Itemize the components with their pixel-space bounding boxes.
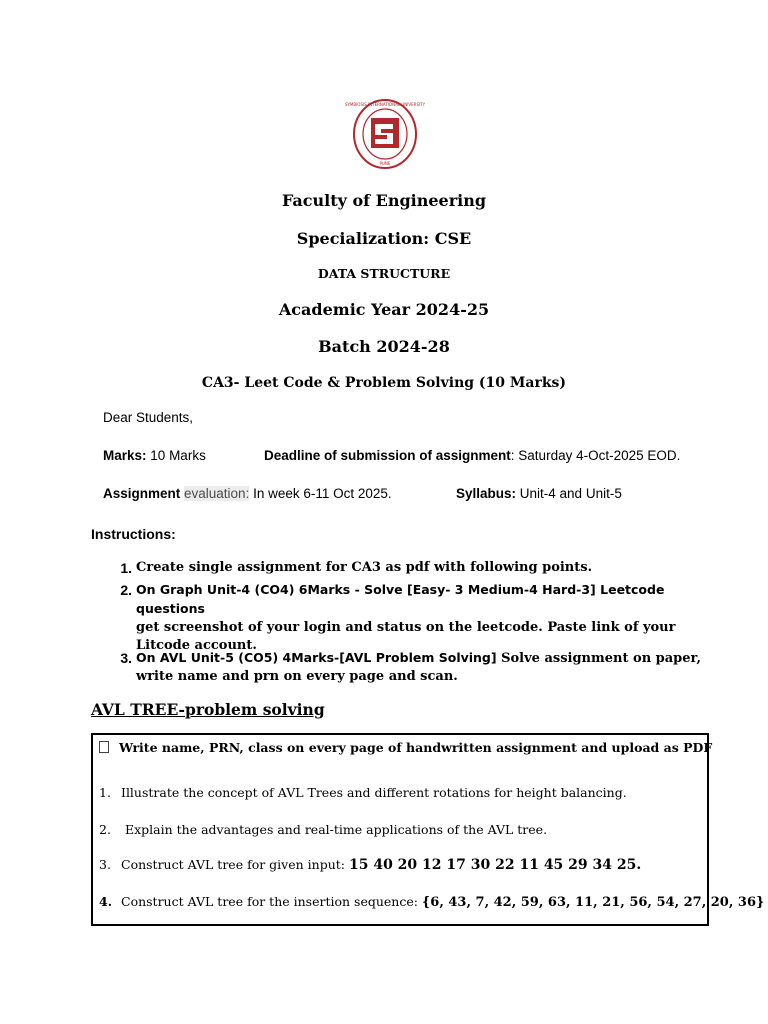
question-text: Construct AVL tree for given input: [121, 857, 349, 872]
course-title: DATA STRUCTURE [317, 266, 451, 281]
avl-questions-box [91, 733, 765, 926]
question-item [99, 822, 547, 837]
instructions-title: Instructions: [91, 526, 176, 542]
instruction-bullet-line [99, 740, 712, 755]
instruction-text: Solve assignment on paper, [496, 651, 701, 666]
instruction-text-line2: write name and prn on every page and scan. [136, 669, 458, 684]
question-num: 3. [99, 857, 111, 872]
instruction-num: 3. [120, 650, 132, 666]
marks-line [103, 448, 206, 463]
deadline-value: : Saturday 4-Oct-2025 EOD. [510, 448, 681, 463]
question-text: Construct AVL tree for the insertion sequence: [121, 894, 422, 909]
specialization-title: Specialization: CSE [296, 229, 472, 248]
question-item [99, 894, 764, 910]
instruction-text: Create single assignment for CA3 as pdf with following points. [136, 560, 593, 575]
instruction-item-3 [120, 649, 736, 686]
question-num: 4. [99, 894, 113, 909]
marks-value: 10 Marks [150, 448, 206, 463]
avl-section-heading: AVL TREE-problem solving [91, 700, 325, 719]
instruction-item-1 [120, 559, 736, 577]
deadline-line [264, 448, 680, 463]
marks-label: Marks: [103, 448, 147, 463]
evaluation-line [103, 486, 392, 501]
bullet-text: Write name, PRN, class on every page of handwritten assignment and upload as PDF [119, 740, 713, 755]
syllabus-line [456, 486, 622, 501]
question-input-sequence: 15 40 20 12 17 30 22 11 45 29 34 25. [348, 857, 642, 873]
syllabus-label: Syllabus: [456, 486, 517, 501]
instruction-item-2 [120, 581, 736, 655]
bullet-icon [99, 741, 109, 753]
instruction-text: On Graph Unit-4 (CO4) 6Marks - Solve [Easy- 3 Medium-4 Hard-3] Leetcode questions [136, 582, 665, 616]
deadline-label: Deadline of submission of assignment [264, 448, 511, 463]
question-insertion-sequence: {6, 43, 7, 42, 59, 63, 11, 21, 56, 54, 27, 20, 36} [421, 895, 765, 910]
question-text: Illustrate the concept of AVL Trees and different rotations for height balancing. [121, 785, 627, 800]
seal-ring-text-bottom: PUNE [379, 161, 391, 166]
university-seal-icon [344, 98, 426, 170]
assignment-title: CA3- Leet Code & Problem Solving (10 Marks) [201, 375, 567, 391]
question-num: 2. [99, 822, 111, 837]
question-text: Explain the advantages and real-time applications of the AVL tree. [121, 822, 548, 837]
evaluation-label: Assignment [103, 486, 185, 501]
question-item [99, 785, 627, 800]
instruction-text-line3: Litcode account. [136, 638, 257, 653]
instruction-text-line2: get screenshot of your login and status on the leetcode. Paste link of your [136, 620, 676, 635]
greeting: Dear Students, [103, 410, 194, 425]
faculty-title: Faculty of Engineering [281, 191, 487, 210]
academic-year: Academic Year 2024-25 [278, 300, 490, 319]
instruction-num: 1. [120, 560, 132, 576]
batch: Batch 2024-28 [318, 337, 450, 356]
question-item [99, 857, 641, 873]
syllabus-value: Unit-4 and Unit-5 [516, 486, 622, 501]
evaluation-highlight: evaluation: [184, 486, 250, 501]
evaluation-value: In week 6-11 Oct 2025. [249, 486, 392, 501]
instruction-num: 2. [120, 582, 132, 598]
question-num: 1. [99, 785, 111, 800]
instruction-text-small: On AVL Unit-5 (CO5) 4Marks-[AVL Problem Solving] [136, 650, 497, 665]
seal-ring-text: SYMBIOSIS INTERNATIONAL UNIVERSITY [344, 102, 426, 107]
